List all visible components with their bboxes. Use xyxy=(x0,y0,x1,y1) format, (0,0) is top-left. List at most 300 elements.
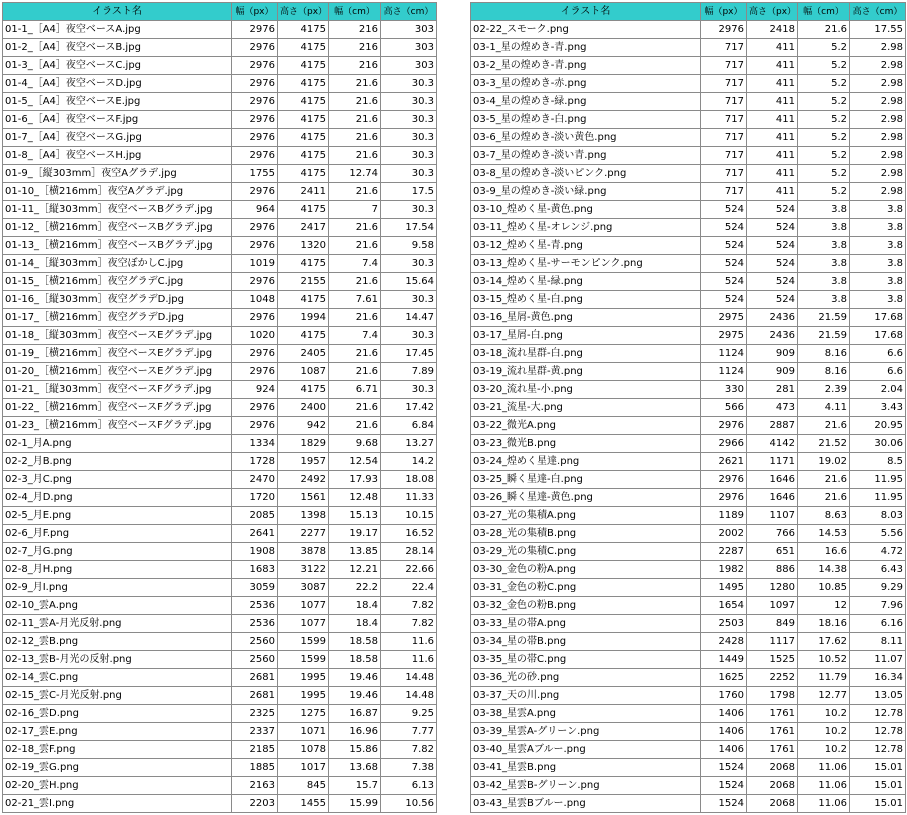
cell-illust-name[interactable]: 03-30_金色の粉A.png xyxy=(471,561,701,579)
cell-height-px[interactable]: 281 xyxy=(747,381,798,399)
cell-width-cm[interactable]: 10.52 xyxy=(798,651,850,669)
cell-width-cm[interactable]: 12.54 xyxy=(329,453,381,471)
cell-height-px[interactable]: 4175 xyxy=(278,255,329,273)
cell-height-cm[interactable]: 7.38 xyxy=(381,759,437,777)
cell-width-cm[interactable]: 16.6 xyxy=(798,543,850,561)
cell-width-cm[interactable]: 5.2 xyxy=(798,39,850,57)
cell-height-cm[interactable]: 17.54 xyxy=(381,219,437,237)
cell-illust-name[interactable]: 03-14_煌めく星-緑.png xyxy=(471,273,701,291)
cell-width-cm[interactable]: 11.06 xyxy=(798,759,850,777)
cell-width-px[interactable]: 1982 xyxy=(701,561,747,579)
cell-height-cm[interactable]: 13.05 xyxy=(850,687,906,705)
cell-width-px[interactable]: 717 xyxy=(701,183,747,201)
cell-illust-name[interactable]: 03-1_星の煌めき-青.png xyxy=(471,39,701,57)
cell-width-cm[interactable]: 5.2 xyxy=(798,57,850,75)
cell-height-px[interactable]: 1761 xyxy=(747,741,798,759)
cell-width-cm[interactable]: 14.53 xyxy=(798,525,850,543)
cell-height-px[interactable]: 4175 xyxy=(278,147,329,165)
cell-width-cm[interactable]: 21.6 xyxy=(329,75,381,93)
cell-illust-name[interactable]: 02-10_雲A.png xyxy=(3,597,232,615)
cell-width-cm[interactable]: 21.6 xyxy=(329,237,381,255)
cell-width-px[interactable]: 2976 xyxy=(232,219,278,237)
cell-height-cm[interactable]: 11.33 xyxy=(381,489,437,507)
cell-width-px[interactable]: 2976 xyxy=(232,399,278,417)
cell-height-px[interactable]: 4175 xyxy=(278,39,329,57)
cell-width-px[interactable]: 2976 xyxy=(701,21,747,39)
cell-width-px[interactable]: 1524 xyxy=(701,795,747,813)
cell-width-cm[interactable]: 21.6 xyxy=(329,111,381,129)
cell-width-px[interactable]: 717 xyxy=(701,111,747,129)
cell-height-cm[interactable]: 17.68 xyxy=(850,309,906,327)
cell-height-cm[interactable]: 2.98 xyxy=(850,129,906,147)
cell-height-px[interactable]: 1078 xyxy=(278,741,329,759)
cell-illust-name[interactable]: 01-11_［縦303mm］夜空ベースBグラデ.jpg xyxy=(3,201,232,219)
cell-height-px[interactable]: 1280 xyxy=(747,579,798,597)
cell-width-cm[interactable]: 3.8 xyxy=(798,291,850,309)
cell-height-cm[interactable]: 6.6 xyxy=(850,345,906,363)
cell-width-cm[interactable]: 21.6 xyxy=(329,147,381,165)
cell-height-px[interactable]: 2277 xyxy=(278,525,329,543)
cell-illust-name[interactable]: 02-1_月A.png xyxy=(3,435,232,453)
cell-height-px[interactable]: 411 xyxy=(747,93,798,111)
cell-width-cm[interactable]: 21.6 xyxy=(329,345,381,363)
cell-illust-name[interactable]: 02-14_雲C.png xyxy=(3,669,232,687)
cell-height-px[interactable]: 909 xyxy=(747,363,798,381)
cell-illust-name[interactable]: 03-3_星の煌めき-赤.png xyxy=(471,75,701,93)
cell-illust-name[interactable]: 02-4_月D.png xyxy=(3,489,232,507)
cell-illust-name[interactable]: 03-24_煌めく星達.png xyxy=(471,453,701,471)
cell-height-px[interactable]: 2436 xyxy=(747,327,798,345)
cell-height-px[interactable]: 1957 xyxy=(278,453,329,471)
cell-height-cm[interactable]: 18.08 xyxy=(381,471,437,489)
cell-width-cm[interactable]: 216 xyxy=(329,57,381,75)
cell-illust-name[interactable]: 03-10_煌めく星-黄色.png xyxy=(471,201,701,219)
cell-width-cm[interactable]: 21.6 xyxy=(329,183,381,201)
cell-height-cm[interactable]: 30.06 xyxy=(850,435,906,453)
cell-width-cm[interactable]: 3.8 xyxy=(798,219,850,237)
cell-width-px[interactable]: 566 xyxy=(701,399,747,417)
cell-width-cm[interactable]: 15.13 xyxy=(329,507,381,525)
cell-width-cm[interactable]: 18.4 xyxy=(329,615,381,633)
cell-illust-name[interactable]: 02-20_雲H.png xyxy=(3,777,232,795)
cell-illust-name[interactable]: 03-15_煌めく星-白.png xyxy=(471,291,701,309)
cell-illust-name[interactable]: 03-7_星の煌めき-淡い青.png xyxy=(471,147,701,165)
cell-height-px[interactable]: 4175 xyxy=(278,129,329,147)
cell-height-px[interactable]: 1077 xyxy=(278,615,329,633)
cell-height-px[interactable]: 2418 xyxy=(747,21,798,39)
cell-height-px[interactable]: 1599 xyxy=(278,651,329,669)
cell-height-cm[interactable]: 7.77 xyxy=(381,723,437,741)
cell-height-px[interactable]: 1320 xyxy=(278,237,329,255)
cell-illust-name[interactable]: 02-3_月C.png xyxy=(3,471,232,489)
cell-height-px[interactable]: 4175 xyxy=(278,111,329,129)
cell-width-cm[interactable]: 15.7 xyxy=(329,777,381,795)
cell-illust-name[interactable]: 02-6_月F.png xyxy=(3,525,232,543)
cell-illust-name[interactable]: 03-20_流れ星-小.png xyxy=(471,381,701,399)
cell-width-px[interactable]: 1524 xyxy=(701,777,747,795)
cell-width-px[interactable]: 2976 xyxy=(232,183,278,201)
cell-height-px[interactable]: 1798 xyxy=(747,687,798,705)
cell-width-px[interactable]: 2976 xyxy=(232,93,278,111)
cell-width-cm[interactable]: 10.85 xyxy=(798,579,850,597)
cell-width-cm[interactable]: 16.96 xyxy=(329,723,381,741)
cell-width-cm[interactable]: 21.6 xyxy=(798,489,850,507)
cell-width-cm[interactable]: 10.2 xyxy=(798,723,850,741)
cell-height-cm[interactable]: 3.8 xyxy=(850,291,906,309)
cell-width-px[interactable]: 1885 xyxy=(232,759,278,777)
cell-width-px[interactable]: 1908 xyxy=(232,543,278,561)
cell-width-px[interactable]: 1728 xyxy=(232,453,278,471)
cell-height-cm[interactable]: 6.16 xyxy=(850,615,906,633)
cell-illust-name[interactable]: 03-27_光の集積A.png xyxy=(471,507,701,525)
cell-height-cm[interactable]: 303 xyxy=(381,57,437,75)
cell-illust-name[interactable]: 03-23_微光B.png xyxy=(471,435,701,453)
cell-width-px[interactable]: 1755 xyxy=(232,165,278,183)
cell-height-cm[interactable]: 3.43 xyxy=(850,399,906,417)
cell-height-cm[interactable]: 7.82 xyxy=(381,741,437,759)
cell-width-cm[interactable]: 18.16 xyxy=(798,615,850,633)
cell-illust-name[interactable]: 01-1_［A4］夜空ベースA.jpg xyxy=(3,21,232,39)
cell-width-px[interactable]: 2503 xyxy=(701,615,747,633)
cell-width-px[interactable]: 2560 xyxy=(232,651,278,669)
cell-illust-name[interactable]: 03-39_星雲A-グリーン.png xyxy=(471,723,701,741)
cell-height-cm[interactable]: 16.52 xyxy=(381,525,437,543)
cell-width-cm[interactable]: 216 xyxy=(329,39,381,57)
cell-width-cm[interactable]: 5.2 xyxy=(798,183,850,201)
cell-illust-name[interactable]: 03-18_流れ星群-白.png xyxy=(471,345,701,363)
cell-height-cm[interactable]: 7.89 xyxy=(381,363,437,381)
cell-illust-name[interactable]: 01-9_［縦303mm］夜空Aグラデ.jpg xyxy=(3,165,232,183)
cell-width-px[interactable]: 1495 xyxy=(701,579,747,597)
cell-height-px[interactable]: 4175 xyxy=(278,291,329,309)
cell-illust-name[interactable]: 02-12_雲B.png xyxy=(3,633,232,651)
cell-illust-name[interactable]: 03-35_星の帯C.png xyxy=(471,651,701,669)
cell-width-cm[interactable]: 3.8 xyxy=(798,255,850,273)
cell-height-px[interactable]: 2068 xyxy=(747,777,798,795)
cell-width-px[interactable]: 1334 xyxy=(232,435,278,453)
cell-width-cm[interactable]: 7.4 xyxy=(329,327,381,345)
cell-width-cm[interactable]: 7.4 xyxy=(329,255,381,273)
cell-height-px[interactable]: 4175 xyxy=(278,165,329,183)
cell-width-cm[interactable]: 12.77 xyxy=(798,687,850,705)
cell-width-cm[interactable]: 5.2 xyxy=(798,129,850,147)
cell-width-px[interactable]: 1124 xyxy=(701,363,747,381)
cell-width-cm[interactable]: 19.02 xyxy=(798,453,850,471)
cell-width-cm[interactable]: 5.2 xyxy=(798,75,850,93)
cell-width-px[interactable]: 2976 xyxy=(701,489,747,507)
cell-illust-name[interactable]: 01-22_［横216mm］夜空ベースFグラデ.jpg xyxy=(3,399,232,417)
cell-height-cm[interactable]: 12.78 xyxy=(850,705,906,723)
cell-width-cm[interactable]: 21.6 xyxy=(798,21,850,39)
cell-height-cm[interactable]: 15.01 xyxy=(850,795,906,813)
cell-illust-name[interactable]: 02-17_雲E.png xyxy=(3,723,232,741)
cell-illust-name[interactable]: 01-23_［横216mm］夜空ベースFグラデ.jpg xyxy=(3,417,232,435)
cell-width-px[interactable]: 1406 xyxy=(701,705,747,723)
cell-height-px[interactable]: 411 xyxy=(747,165,798,183)
cell-width-cm[interactable]: 19.17 xyxy=(329,525,381,543)
cell-height-cm[interactable]: 16.34 xyxy=(850,669,906,687)
cell-height-px[interactable]: 1995 xyxy=(278,669,329,687)
cell-height-cm[interactable]: 30.3 xyxy=(381,147,437,165)
cell-height-cm[interactable]: 8.03 xyxy=(850,507,906,525)
cell-width-cm[interactable]: 21.6 xyxy=(329,273,381,291)
cell-width-px[interactable]: 717 xyxy=(701,93,747,111)
cell-height-px[interactable]: 1275 xyxy=(278,705,329,723)
cell-height-cm[interactable]: 11.95 xyxy=(850,489,906,507)
cell-height-cm[interactable]: 17.68 xyxy=(850,327,906,345)
cell-height-px[interactable]: 1829 xyxy=(278,435,329,453)
cell-width-px[interactable]: 2203 xyxy=(232,795,278,813)
cell-illust-name[interactable]: 03-34_星の帯B.png xyxy=(471,633,701,651)
cell-illust-name[interactable]: 01-8_［A4］夜空ベースH.jpg xyxy=(3,147,232,165)
cell-height-cm[interactable]: 15.01 xyxy=(850,777,906,795)
cell-illust-name[interactable]: 01-12_［横216mm］夜空ベースBグラデ.jpg xyxy=(3,219,232,237)
cell-width-px[interactable]: 2470 xyxy=(232,471,278,489)
cell-illust-name[interactable]: 03-38_星雲A.png xyxy=(471,705,701,723)
cell-width-cm[interactable]: 5.2 xyxy=(798,147,850,165)
cell-width-px[interactable]: 2976 xyxy=(232,273,278,291)
cell-illust-name[interactable]: 03-19_流れ星群-黄.png xyxy=(471,363,701,381)
cell-width-px[interactable]: 717 xyxy=(701,129,747,147)
cell-width-cm[interactable]: 12.48 xyxy=(329,489,381,507)
cell-illust-name[interactable]: 03-2_星の煌めき-青.png xyxy=(471,57,701,75)
cell-height-cm[interactable]: 2.98 xyxy=(850,39,906,57)
cell-width-cm[interactable]: 21.6 xyxy=(329,219,381,237)
cell-illust-name[interactable]: 03-40_星雲Aブルー.png xyxy=(471,741,701,759)
cell-illust-name[interactable]: 01-19_［横216mm］夜空ベースEグラデ.jpg xyxy=(3,345,232,363)
cell-width-cm[interactable]: 21.52 xyxy=(798,435,850,453)
cell-width-px[interactable]: 3059 xyxy=(232,579,278,597)
cell-height-cm[interactable]: 17.5 xyxy=(381,183,437,201)
cell-width-cm[interactable]: 12.21 xyxy=(329,561,381,579)
cell-width-cm[interactable]: 3.8 xyxy=(798,273,850,291)
cell-height-cm[interactable]: 30.3 xyxy=(381,93,437,111)
cell-illust-name[interactable]: 03-41_星雲B.png xyxy=(471,759,701,777)
cell-width-px[interactable]: 2976 xyxy=(232,345,278,363)
cell-height-cm[interactable]: 3.8 xyxy=(850,219,906,237)
cell-height-cm[interactable]: 6.6 xyxy=(850,363,906,381)
cell-width-px[interactable]: 2185 xyxy=(232,741,278,759)
cell-width-cm[interactable]: 10.2 xyxy=(798,741,850,759)
cell-width-px[interactable]: 2641 xyxy=(232,525,278,543)
cell-width-px[interactable]: 2966 xyxy=(701,435,747,453)
cell-width-cm[interactable]: 18.4 xyxy=(329,597,381,615)
cell-width-px[interactable]: 2976 xyxy=(232,39,278,57)
cell-illust-name[interactable]: 01-6_［A4］夜空ベースF.jpg xyxy=(3,111,232,129)
cell-height-cm[interactable]: 303 xyxy=(381,39,437,57)
cell-height-cm[interactable]: 11.6 xyxy=(381,651,437,669)
cell-illust-name[interactable]: 02-21_雲I.png xyxy=(3,795,232,813)
cell-height-cm[interactable]: 12.78 xyxy=(850,723,906,741)
cell-width-px[interactable]: 2536 xyxy=(232,597,278,615)
cell-illust-name[interactable]: 03-4_星の煌めき-緑.png xyxy=(471,93,701,111)
cell-height-cm[interactable]: 7.82 xyxy=(381,615,437,633)
cell-width-cm[interactable]: 12 xyxy=(798,597,850,615)
cell-height-cm[interactable]: 22.66 xyxy=(381,561,437,579)
cell-width-cm[interactable]: 5.2 xyxy=(798,111,850,129)
cell-height-px[interactable]: 651 xyxy=(747,543,798,561)
cell-width-cm[interactable]: 9.68 xyxy=(329,435,381,453)
cell-width-cm[interactable]: 19.46 xyxy=(329,687,381,705)
cell-width-px[interactable]: 2976 xyxy=(232,21,278,39)
cell-width-px[interactable]: 524 xyxy=(701,201,747,219)
cell-width-cm[interactable]: 5.2 xyxy=(798,165,850,183)
cell-width-px[interactable]: 1020 xyxy=(232,327,278,345)
cell-width-px[interactable]: 330 xyxy=(701,381,747,399)
cell-height-cm[interactable]: 17.45 xyxy=(381,345,437,363)
cell-width-cm[interactable]: 18.58 xyxy=(329,651,381,669)
cell-width-px[interactable]: 2337 xyxy=(232,723,278,741)
cell-height-px[interactable]: 1761 xyxy=(747,705,798,723)
cell-height-cm[interactable]: 6.13 xyxy=(381,777,437,795)
cell-illust-name[interactable]: 02-22_スモーク.png xyxy=(471,21,701,39)
cell-illust-name[interactable]: 03-37_天の川.png xyxy=(471,687,701,705)
cell-width-px[interactable]: 717 xyxy=(701,75,747,93)
cell-height-cm[interactable]: 11.95 xyxy=(850,471,906,489)
cell-height-px[interactable]: 411 xyxy=(747,111,798,129)
cell-height-cm[interactable]: 8.5 xyxy=(850,453,906,471)
cell-width-cm[interactable]: 17.93 xyxy=(329,471,381,489)
cell-width-px[interactable]: 1720 xyxy=(232,489,278,507)
cell-height-px[interactable]: 411 xyxy=(747,183,798,201)
cell-height-px[interactable]: 1646 xyxy=(747,471,798,489)
cell-height-px[interactable]: 4175 xyxy=(278,21,329,39)
cell-width-px[interactable]: 2536 xyxy=(232,615,278,633)
cell-height-px[interactable]: 2068 xyxy=(747,795,798,813)
cell-width-px[interactable]: 717 xyxy=(701,39,747,57)
cell-width-px[interactable]: 1406 xyxy=(701,741,747,759)
cell-illust-name[interactable]: 01-4_［A4］夜空ベースD.jpg xyxy=(3,75,232,93)
cell-illust-name[interactable]: 03-5_星の煌めき-白.png xyxy=(471,111,701,129)
cell-height-cm[interactable]: 2.98 xyxy=(850,111,906,129)
cell-height-cm[interactable]: 15.64 xyxy=(381,273,437,291)
cell-width-px[interactable]: 1524 xyxy=(701,759,747,777)
cell-width-px[interactable]: 2975 xyxy=(701,327,747,345)
cell-height-px[interactable]: 1071 xyxy=(278,723,329,741)
cell-height-cm[interactable]: 3.8 xyxy=(850,255,906,273)
cell-width-px[interactable]: 717 xyxy=(701,57,747,75)
cell-illust-name[interactable]: 02-18_雲F.png xyxy=(3,741,232,759)
cell-width-cm[interactable]: 21.6 xyxy=(329,129,381,147)
cell-illust-name[interactable]: 03-11_煌めく星-オレンジ.png xyxy=(471,219,701,237)
cell-width-px[interactable]: 1189 xyxy=(701,507,747,525)
cell-width-px[interactable]: 2976 xyxy=(701,417,747,435)
cell-height-px[interactable]: 3087 xyxy=(278,579,329,597)
cell-height-cm[interactable]: 303 xyxy=(381,21,437,39)
cell-width-cm[interactable]: 21.6 xyxy=(798,417,850,435)
cell-width-cm[interactable]: 5.2 xyxy=(798,93,850,111)
cell-illust-name[interactable]: 03-6_星の煌めき-淡い黄色.png xyxy=(471,129,701,147)
cell-illust-name[interactable]: 01-7_［A4］夜空ベースG.jpg xyxy=(3,129,232,147)
cell-width-px[interactable]: 2975 xyxy=(701,309,747,327)
cell-height-cm[interactable]: 2.98 xyxy=(850,57,906,75)
cell-height-px[interactable]: 524 xyxy=(747,237,798,255)
cell-illust-name[interactable]: 03-21_流星-大.png xyxy=(471,399,701,417)
cell-width-cm[interactable]: 3.8 xyxy=(798,237,850,255)
cell-height-cm[interactable]: 30.3 xyxy=(381,255,437,273)
cell-illust-name[interactable]: 02-9_月I.png xyxy=(3,579,232,597)
cell-height-px[interactable]: 411 xyxy=(747,75,798,93)
cell-width-cm[interactable]: 8.63 xyxy=(798,507,850,525)
cell-height-px[interactable]: 4175 xyxy=(278,93,329,111)
cell-height-px[interactable]: 2417 xyxy=(278,219,329,237)
cell-height-px[interactable]: 1171 xyxy=(747,453,798,471)
cell-height-px[interactable]: 849 xyxy=(747,615,798,633)
cell-height-cm[interactable]: 2.98 xyxy=(850,93,906,111)
cell-width-cm[interactable]: 22.2 xyxy=(329,579,381,597)
cell-width-cm[interactable]: 11.79 xyxy=(798,669,850,687)
cell-height-px[interactable]: 2436 xyxy=(747,309,798,327)
cell-width-px[interactable]: 524 xyxy=(701,237,747,255)
cell-width-cm[interactable]: 16.87 xyxy=(329,705,381,723)
cell-illust-name[interactable]: 03-17_星屑-白.png xyxy=(471,327,701,345)
cell-height-px[interactable]: 2492 xyxy=(278,471,329,489)
cell-height-cm[interactable]: 12.78 xyxy=(850,741,906,759)
cell-width-px[interactable]: 2976 xyxy=(701,471,747,489)
cell-height-cm[interactable]: 7.82 xyxy=(381,597,437,615)
cell-height-px[interactable]: 2400 xyxy=(278,399,329,417)
cell-illust-name[interactable]: 01-14_［縦303mm］夜空ぼかしC.jpg xyxy=(3,255,232,273)
cell-height-px[interactable]: 909 xyxy=(747,345,798,363)
cell-height-cm[interactable]: 14.48 xyxy=(381,687,437,705)
cell-illust-name[interactable]: 03-28_光の集積B.png xyxy=(471,525,701,543)
cell-width-cm[interactable]: 4.11 xyxy=(798,399,850,417)
cell-height-px[interactable]: 1087 xyxy=(278,363,329,381)
cell-illust-name[interactable]: 03-33_星の帯A.png xyxy=(471,615,701,633)
cell-width-cm[interactable]: 15.86 xyxy=(329,741,381,759)
cell-height-px[interactable]: 1117 xyxy=(747,633,798,651)
cell-height-px[interactable]: 1097 xyxy=(747,597,798,615)
cell-illust-name[interactable]: 01-10_［横216mm］夜空Aグラデ.jpg xyxy=(3,183,232,201)
cell-height-cm[interactable]: 7.96 xyxy=(850,597,906,615)
cell-width-px[interactable]: 1760 xyxy=(701,687,747,705)
cell-height-px[interactable]: 1017 xyxy=(278,759,329,777)
cell-width-px[interactable]: 2002 xyxy=(701,525,747,543)
cell-illust-name[interactable]: 03-13_煌めく星-サーモンピンク.png xyxy=(471,255,701,273)
cell-height-px[interactable]: 524 xyxy=(747,201,798,219)
cell-illust-name[interactable]: 03-9_星の煌めき-淡い緑.png xyxy=(471,183,701,201)
cell-width-px[interactable]: 2325 xyxy=(232,705,278,723)
cell-height-cm[interactable]: 30.3 xyxy=(381,291,437,309)
cell-illust-name[interactable]: 01-15_［横216mm］夜空グラデC.jpg xyxy=(3,273,232,291)
cell-illust-name[interactable]: 01-5_［A4］夜空ベースE.jpg xyxy=(3,93,232,111)
cell-height-cm[interactable]: 9.25 xyxy=(381,705,437,723)
cell-height-px[interactable]: 1077 xyxy=(278,597,329,615)
cell-width-cm[interactable]: 10.2 xyxy=(798,705,850,723)
cell-width-cm[interactable]: 21.59 xyxy=(798,327,850,345)
cell-width-px[interactable]: 1654 xyxy=(701,597,747,615)
cell-width-cm[interactable]: 6.71 xyxy=(329,381,381,399)
cell-illust-name[interactable]: 03-25_瞬く星達-白.png xyxy=(471,471,701,489)
cell-width-cm[interactable]: 15.99 xyxy=(329,795,381,813)
cell-illust-name[interactable]: 01-20_［横216mm］夜空ベースEグラデ.jpg xyxy=(3,363,232,381)
cell-width-px[interactable]: 2976 xyxy=(232,129,278,147)
cell-height-px[interactable]: 1599 xyxy=(278,633,329,651)
cell-height-px[interactable]: 1455 xyxy=(278,795,329,813)
cell-width-cm[interactable]: 19.46 xyxy=(329,669,381,687)
cell-height-px[interactable]: 411 xyxy=(747,57,798,75)
cell-illust-name[interactable]: 03-12_煌めく星-青.png xyxy=(471,237,701,255)
cell-width-px[interactable]: 2621 xyxy=(701,453,747,471)
cell-illust-name[interactable]: 02-16_雲D.png xyxy=(3,705,232,723)
cell-height-px[interactable]: 2411 xyxy=(278,183,329,201)
cell-width-cm[interactable]: 2.39 xyxy=(798,381,850,399)
cell-width-cm[interactable]: 21.59 xyxy=(798,309,850,327)
cell-height-px[interactable]: 4175 xyxy=(278,75,329,93)
cell-height-cm[interactable]: 17.55 xyxy=(850,21,906,39)
cell-width-px[interactable]: 1683 xyxy=(232,561,278,579)
cell-width-px[interactable]: 924 xyxy=(232,381,278,399)
